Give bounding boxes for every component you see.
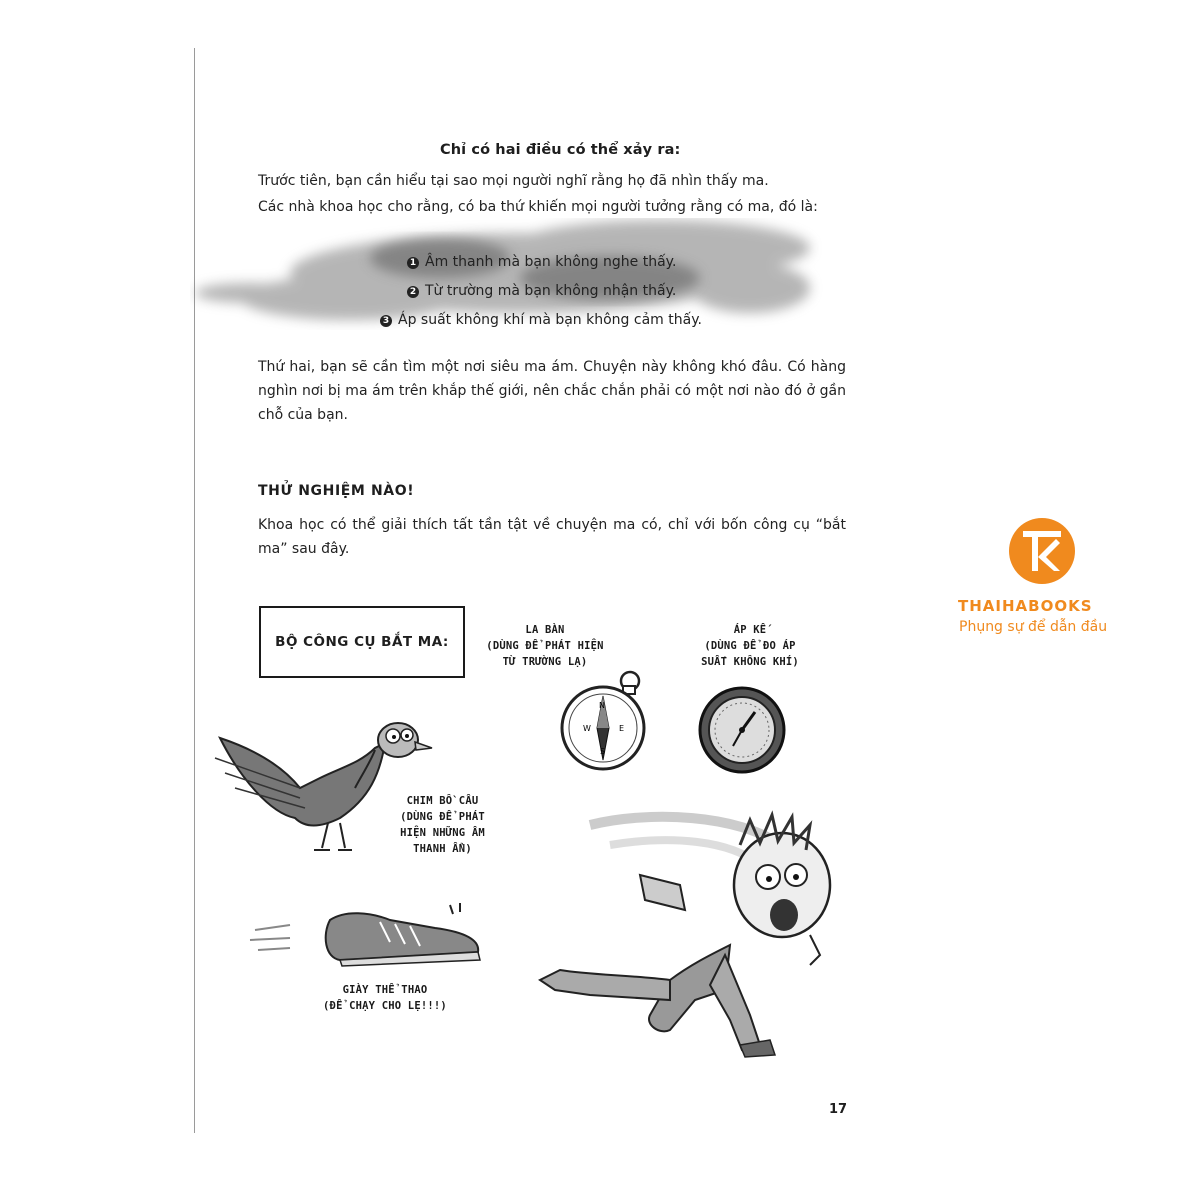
- svg-text:N: N: [599, 701, 605, 710]
- barometer-caption: [680, 622, 820, 670]
- caption-line: THANH ẨN): [413, 843, 472, 855]
- compass-caption: [460, 622, 630, 670]
- svg-text:S: S: [600, 747, 606, 756]
- caption-line: ÁP KẾ: [733, 624, 767, 636]
- reasons-list: [380, 248, 702, 335]
- list-item: [380, 306, 702, 335]
- caption-line: CHIM BỒ CÂU: [406, 795, 479, 807]
- list-item-text: Âm thanh mà bạn không nghe thấy.: [425, 254, 677, 270]
- list-item-text: Áp suất không khí mà bạn không cảm thấy.: [398, 312, 702, 328]
- brand-slogan: Phụng sự để dẫn đầu: [959, 619, 1108, 635]
- shoes-caption: [310, 982, 460, 1014]
- caption-line: TỪ TRƯỜNG LẠ): [502, 656, 588, 668]
- section-heading: Chỉ có hai điều có thể xảy ra:: [440, 142, 681, 158]
- intro-line-2: Các nhà khoa học cho rằng, có ba thứ khiến mọi người tưởng rằng có ma, đó là:: [258, 199, 818, 215]
- intro-line-1: Trước tiên, bạn cần hiểu tại sao mọi người nghĩ rằng họ đã nhìn thấy ma.: [258, 173, 769, 189]
- number-bullet-icon: 2: [407, 286, 419, 298]
- list-item: [380, 248, 702, 277]
- list-item-text: Từ trường mà bạn không nhận thấy.: [425, 283, 677, 299]
- second-paragraph: Thứ hai, bạn sẽ cần tìm một nơi siêu ma ám. Chuyện này không khó đâu. Có hàng nghìn nơi bị ma ám trên khắp thế giới, nên chắc chắn phải có một nơi nào đó ở gần chỗ của bạn.: [258, 359, 846, 423]
- experiment-heading: THỬ NGHIỆM NÀO!: [258, 483, 415, 499]
- page-number: 17: [829, 1102, 848, 1117]
- running-boy-icon: [520, 805, 840, 1060]
- list-item: [380, 277, 702, 306]
- caption-line: (ĐỂ CHẠY CHO LẸ!!!): [323, 1000, 447, 1012]
- caption-line: (DÙNG ĐỂ PHÁT: [400, 811, 485, 823]
- intro-paragraph: [258, 168, 848, 220]
- barometer-icon: [697, 688, 807, 778]
- pigeon-icon: [210, 718, 440, 858]
- svg-text:E: E: [619, 724, 625, 733]
- caption-line: GIÀY THỂ THAO: [342, 984, 428, 996]
- number-bullet-icon: 3: [380, 315, 392, 327]
- caption-line: (DÙNG ĐỂ ĐO ÁP: [704, 640, 796, 652]
- caption-line: SUẤT KHÔNG KHÍ): [701, 656, 799, 668]
- toolbox-title-box: BỘ CÔNG CỤ BẮT MA:: [259, 606, 465, 678]
- caption-line: LA BÀN: [525, 624, 565, 636]
- compass-icon: [555, 668, 665, 778]
- third-paragraph: Khoa học có thể giải thích tất tần tật về chuyện ma có, chỉ với bốn công cụ “bắt ma” sau đây.: [258, 517, 846, 557]
- page-spine-line: [194, 48, 195, 1133]
- sneakers-icon: [250, 900, 490, 970]
- caption-line: HIỆN NHỮNG ÂM: [400, 827, 485, 839]
- thaihabooks-logo-icon: [1008, 517, 1076, 585]
- brand-name: THAIHABOOKS: [958, 597, 1093, 615]
- svg-text:W: W: [583, 724, 591, 733]
- number-bullet-icon: 1: [407, 257, 419, 269]
- caption-line: (DÙNG ĐỂ PHÁT HIỆN: [486, 640, 604, 652]
